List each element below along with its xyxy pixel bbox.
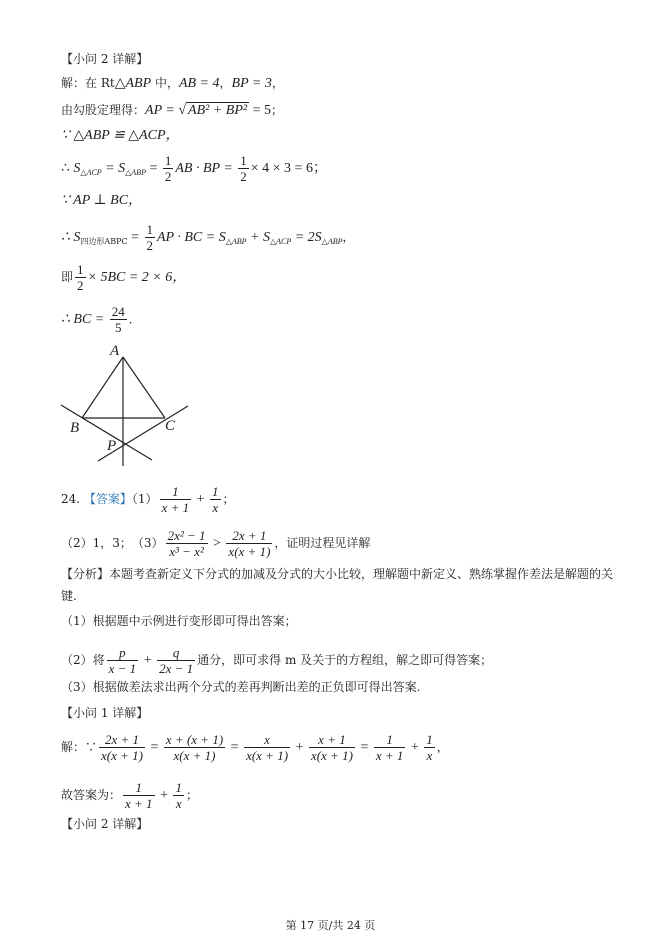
text: 由勾股定理得： (61, 103, 146, 117)
subscript: △ACP (80, 168, 102, 177)
q24-answer-line: 24. 【答案】（1） $\frac{1}{x + 1}$ + $\frac{1}{x}$ ； (61, 484, 235, 515)
math: AB = 4 (178, 76, 220, 91)
page-footer: 第 17 页/共 24 页 (285, 919, 376, 932)
fraction: $\frac{2x + 1}{x(x + 1)}$ (101, 732, 143, 763)
fraction: $\frac{1}{2}$ (164, 153, 172, 184)
math: = (145, 161, 161, 176)
analysis-line-1: 【分析】本题考查新定义下分式的加减及分式的大小比较，理解题中新定义、熟练掌握作差法是解题的关 (61, 567, 614, 581)
math: ∴ S (61, 230, 81, 245)
math: ∴ BC = (61, 312, 108, 327)
section-title-sub2: 【小问 2 详解】 (61, 52, 149, 66)
solution-line-5: ∵ AP ⊥ BC， (61, 193, 143, 208)
math: = 5 (249, 103, 271, 118)
text: ， (271, 76, 284, 90)
section-title-sub2-b: 【小问 2 详解】 (61, 817, 149, 831)
fraction: $\frac{\text{2x² − 1}}{\text{x³ − x²}}$ (167, 528, 206, 559)
math: ABP (125, 76, 152, 91)
fraction: $\frac{1}{2}$ (146, 222, 153, 253)
math: AB · BP = (175, 161, 237, 176)
fraction: $\frac{2x + 1}{x(x + 1)}$ (228, 528, 271, 559)
text: （2）1，3； (61, 536, 126, 550)
subscript: △ACP (269, 237, 292, 246)
fraction: $\frac{1}{x + 1}$ (125, 780, 153, 811)
q24-answer-line-2: （2）1，3； （3） $\frac{\text{2x² − 1}}{\text{x³ − x²}}$ > $\frac{2x + 1}{x(x + 1)}$ ，证明过程见详解 (61, 528, 371, 559)
math: S (73, 161, 81, 176)
label-p: P (107, 438, 117, 454)
math: = (127, 230, 143, 245)
fraction: $\frac{1}{x + 1}$ (375, 732, 404, 763)
math: BP = 3 (231, 76, 272, 91)
math: × 5BC = 2 × 6， (87, 270, 187, 285)
section-title-sub1: 【小问 1 详解】 (61, 706, 149, 720)
fraction: $\frac{24}{5}$ (111, 304, 125, 335)
math: AP · BC = S (157, 230, 226, 245)
analysis-step-1: （1）根据题中示例进行变形即可得出答案； (61, 614, 297, 628)
text: 解：在 Rt (61, 76, 115, 90)
solution-line-1: 解：在 Rt△ABP 中，AB = 4，BP = 3， (61, 76, 284, 91)
fraction: $\frac{1}{x}$ (212, 484, 219, 515)
label-a: A (110, 343, 120, 359)
sub1-answer-line: 故答案为： $\frac{1}{x + 1}$ + $\frac{1}{x}$ ； (61, 780, 198, 811)
text: ； (270, 103, 283, 117)
math: AP = (145, 103, 179, 118)
math: ∴ (61, 161, 74, 176)
label-b: B (70, 420, 80, 436)
math: × 4 × 3 = 6； (250, 161, 327, 176)
subscript: △ABP (321, 237, 343, 246)
math: = 2S (291, 230, 322, 245)
analysis-step-2: （2）将 $\frac{p}{x - 1}$ + $\frac{q}{2x - 1}$ 通分，即可求得 m 及关于的方程组，解之即可得答案； (61, 645, 493, 676)
subscript: △ABP (225, 237, 247, 246)
text: ． (128, 312, 141, 326)
fraction: $\frac{x}{x(x + 1)}$ (246, 732, 289, 763)
fraction: $\frac{q}{2x - 1}$ (159, 645, 194, 676)
text: （3） (137, 536, 164, 550)
question-number: 24. (61, 492, 84, 506)
triangle-symbol: △ (114, 76, 126, 91)
fraction: $\frac{1}{x}$ (175, 780, 182, 811)
line-a-b (82, 357, 123, 418)
analysis-step-3: （3）根据做差法求出两个分式的差再判断出差的正负即可得出答案. (61, 680, 421, 694)
radicand: AB² + BP² (188, 103, 248, 118)
label-c: C (165, 418, 176, 434)
math: = S (101, 161, 126, 176)
line-a-c (123, 357, 165, 418)
text: （1） (131, 492, 158, 506)
fraction: $\frac{x + (x + 1)}{x(x + 1)}$ (165, 732, 224, 763)
subscript: 四边形ABPC (80, 237, 128, 246)
solution-line-3: ∵ △ABP ≌ △ACP， (61, 128, 180, 143)
fraction: $\frac{1}{2}$ (77, 262, 84, 293)
text: 中， (151, 76, 179, 90)
subscript: △ABP (125, 168, 146, 177)
sub1-solution-line: 解：∵ $\frac{2x + 1}{x(x + 1)}$ = $\frac{x + (x + 1)}{x(x + 1)}$ = $\frac{x}{x(x + 1)}$ + $\frac{x + 1}{x(x + 1)}$ = $\frac{1}{x + 1}$ + $\frac{1}{x}$ ， (61, 732, 449, 763)
fraction: $\frac{x + 1}{x(x + 1)}$ (310, 732, 353, 763)
fraction: $\frac{p}{x - 1}$ (108, 645, 137, 676)
fraction: $\frac{1}{x + 1}$ (161, 484, 190, 515)
math: + S (246, 230, 270, 245)
analysis-line-2: 键. (61, 589, 77, 603)
text: ， (342, 230, 355, 244)
fraction: $\frac{1}{2}$ (240, 153, 247, 184)
answer-tag: 【答案】 (83, 492, 132, 506)
fraction: $\frac{1}{x}$ (426, 732, 433, 763)
text: 即 (61, 270, 74, 284)
sqrt-symbol: √ (178, 103, 187, 118)
